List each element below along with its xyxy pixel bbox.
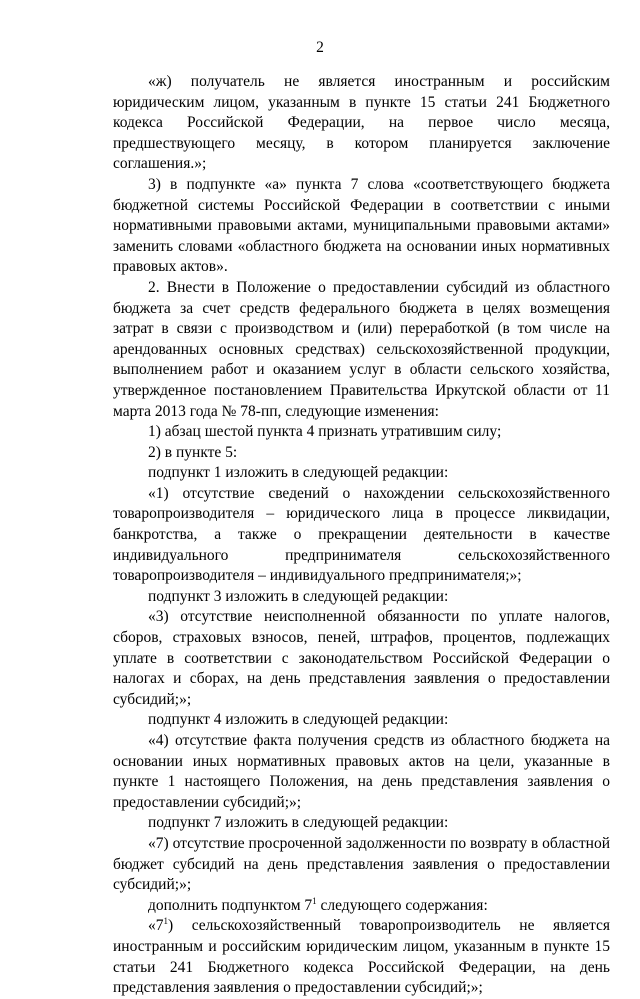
paragraph-addition-intro <box>113 896 610 917</box>
paragraph: «3) отсутствие неисполненной обязанности по уплате налогов, сборов, страховых взносов, пеней, штрафов, процентов, подлежащих уплате в соответствии с законодательством Российской Федерации о налогах и сборах, на день представления заявления о предоставлении субсидий;»; <box>113 608 610 708</box>
text: «7 <box>148 917 164 935</box>
text: дополнить подпунктом 7 <box>148 896 313 914</box>
paragraph: «ж) получатель не является иностранным и российским юридическим лицом, указанным в пункте 15 статьи 241 Бюджетного кодекса Российской Федерации, на первое число месяца, предшествующего месяцу, в котором планируется заключение соглашения.»; <box>113 73 610 173</box>
document-body <box>113 72 610 999</box>
superscript: 1 <box>312 895 317 906</box>
paragraph: подпункт 3 изложить в следующей редакции: <box>148 587 449 605</box>
text: ) сельскохозяйственный товаропроизводитель не является иностранным и российским юридическим лицом, указанным в пункте 15 статьи 241 Бюджетного кодекса Российской Федерации, на день представления заявления о предоставлении субсидий;»; <box>113 917 610 997</box>
superscript: 1 <box>163 916 168 927</box>
paragraph: «4) отсутствие факта получения средств из областного бюджета на основании иных нормативных правовых актов на цели, указанные в пункте 1 настоящего Положения, на день представления заявления о предоставлении субсидий;»; <box>113 732 610 811</box>
paragraph: 2) в пункте 5: <box>148 443 238 461</box>
paragraph: подпункт 1 изложить в следующей редакции: <box>148 464 449 482</box>
paragraph: подпункт 4 изложить в следующей редакции: <box>148 711 449 729</box>
paragraph: подпункт 7 изложить в следующей редакции: <box>148 814 449 832</box>
paragraph: «1) отсутствие сведений о нахождении сельскохозяйственного товаропроизводителя – юридического лица в процессе ликвидации, банкротства, а также о прекращении деятельности в качестве индивидуального предпринимателя сельскохозяйственного товаропроизводителя – индивидуального предпринимателя;»; <box>113 484 610 585</box>
text: следующего содержания: <box>316 896 488 914</box>
page-number: 2 <box>316 39 324 56</box>
paragraph: 2. Внести в Положение о предоставлении субсидий из областного бюджета за счет средств федерального бюджета в целях возмещения затрат в связи с производством и (или) переработкой (в том числе на арендованных основных средствах) сельскохозяйственной продукции, выполнением работ и оказанием услуг в области сельского хозяйства, утвержденное постановлением Правительства Иркутской области от 11 марта 2013 года № 78-пп, следующие изменения: <box>113 278 610 420</box>
paragraph: «7) отсутствие просроченной задолженности по возврату в областной бюджет субсидий на день представления заявления о предоставлении субсидий;»; <box>113 834 610 894</box>
paragraph: 3) в подпункте «а» пункта 7 слова «соответствующего бюджета бюджетной системы Российской Федерации в соответствии с иными нормативными правовыми актами, муниципальными правовыми актами» заменить словами «областного бюджета на основании иных нормативных правовых актов». <box>113 175 610 276</box>
paragraph-addition-item <box>113 916 610 998</box>
paragraph: 1) абзац шестой пункта 4 признать утратившим силу; <box>148 423 502 441</box>
